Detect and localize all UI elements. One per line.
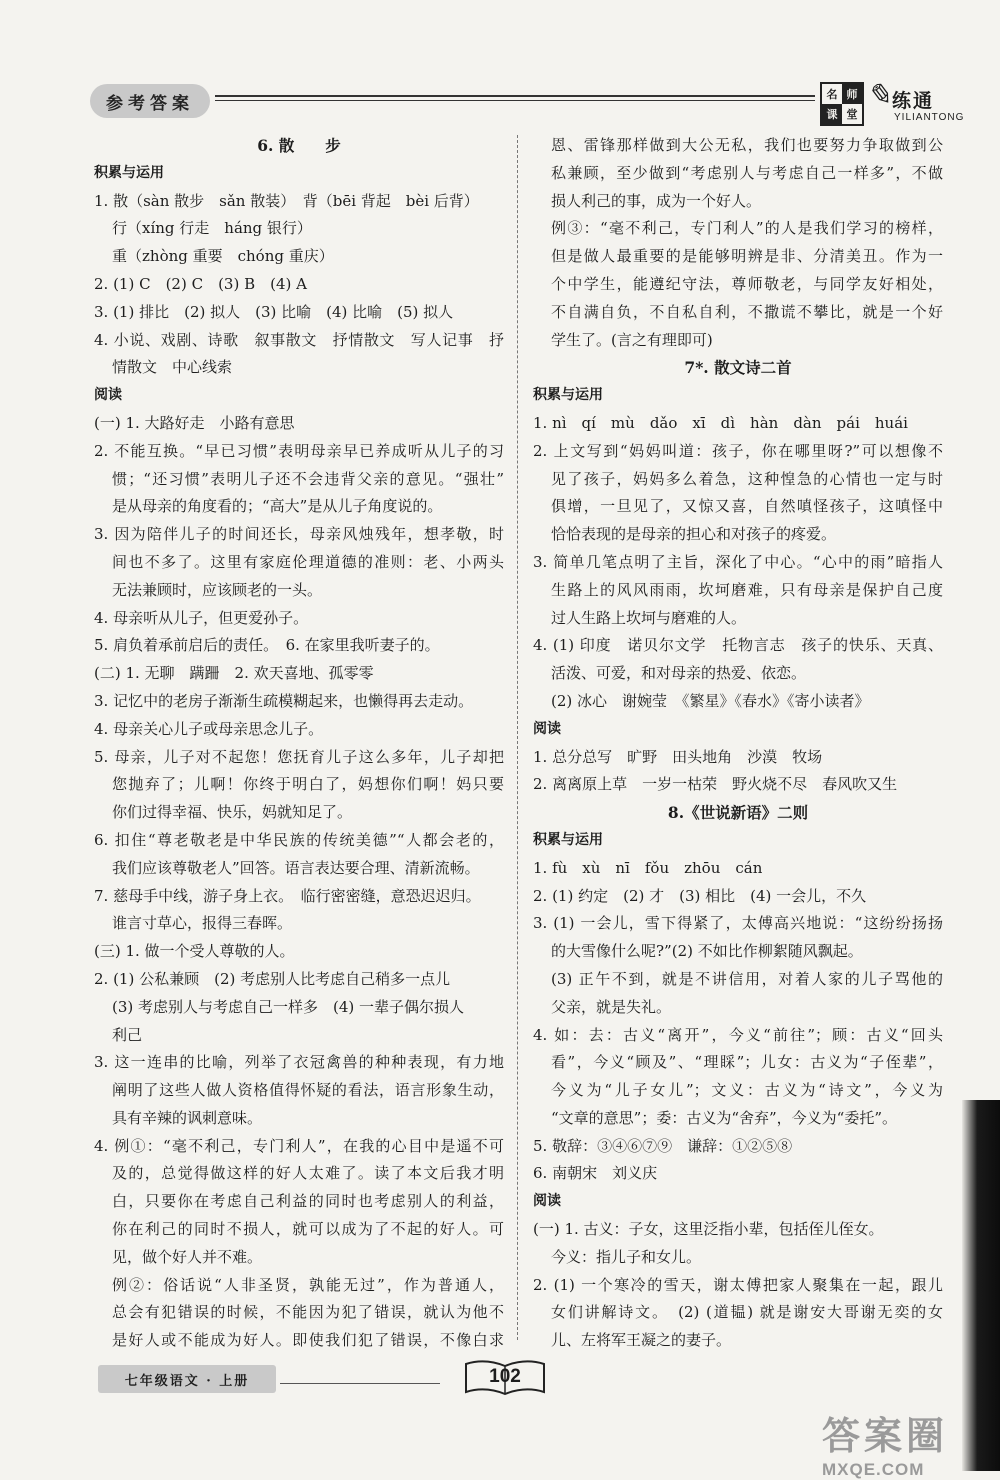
answer-line: (一) 1. 大路好走 小路有意思	[94, 413, 295, 432]
answer-line: 我们应该尊敬老人”回答。语言表达要合理、清新流畅。	[112, 858, 480, 877]
answer-line: 3. 简单几笔点明了主旨，深化了中心。“心中的雨”暗指人	[533, 552, 943, 571]
answer-line: 1. 散（sàn 散步 sǎn 散装） 背（bēi 背起 bèi 后背）	[94, 191, 479, 210]
watermark	[822, 1405, 948, 1480]
column-divider	[517, 135, 518, 1340]
answer-line: (一) 1. 古义：子女，这里泛指小辈，包括侄儿侄女。	[533, 1220, 884, 1239]
answer-line: 白，只要你在考虑自己利益的同时也考虑别人的利益，	[112, 1192, 504, 1211]
answer-line: 个中学生，能遵纪守法，尊师敬老，与同学友好相处，	[551, 274, 943, 293]
answer-line: 私兼顾，至少做到“考虑别人与考虑自己一样多”，不做	[551, 163, 943, 182]
answer-line: 无法兼顾时，应该顾老的一头。	[112, 580, 323, 599]
watermark-url: MXQE.COM	[822, 1460, 925, 1479]
answer-line: 6. 扣住“尊老敬老是中华民族的传统美德”“人都会老的，	[94, 830, 504, 849]
brand-logo	[820, 78, 965, 128]
answer-line: 4. 母亲听从儿子，但更爱孙子。	[94, 608, 309, 627]
logo-cell: 名	[826, 88, 838, 101]
answer-line: 间也不多了。这里有家庭伦理道德的准则：老、小两头	[112, 552, 504, 571]
answer-line: 2. 上文写到“妈妈叫道：孩子，你在哪里呀?”可以想像不	[533, 441, 943, 460]
answer-line: 2. (1) 约定 (2) 才 (3) 相比 (4) 一会儿，不久	[533, 886, 867, 905]
page-edge-shadow	[962, 1100, 1000, 1471]
answer-line: 3. (1) 排比 (2) 拟人 (3) 比喻 (4) 比喻 (5) 拟人	[94, 302, 454, 321]
logo-box-icon	[820, 82, 864, 126]
answer-line: 4. 母亲关心儿子或母亲思念儿子。	[94, 719, 324, 738]
answer-line: 你们过得幸福、快乐，妈就知足了。	[112, 803, 353, 822]
subsection-heading: 阅读	[533, 720, 561, 737]
answer-line: 2. 离离原上草 一岁一枯荣 野火烧不尽 春风吹又生	[533, 775, 898, 794]
answer-line: 总会有犯错误的时候，不能因为犯了错误，就认为他不	[112, 1303, 504, 1322]
pen-icon: ✎	[866, 78, 892, 113]
answer-line: 谁言寸草心，报得三春晖。	[112, 914, 293, 933]
footer-rule	[280, 1383, 440, 1384]
answer-line: 4. 小说、戏剧、诗歌 叙事散文 抒情散文 写人记事 抒	[94, 330, 504, 349]
answer-line: 2. (1) 公私兼顾 (2) 考虑别人比考虑自己稍多一点儿	[94, 969, 451, 988]
answer-line: “文章的意思”；委：古义为“舍弃”，今义为“委托”。	[551, 1108, 898, 1127]
answer-line: 学生了。(言之有理即可)	[551, 330, 713, 349]
subsection-heading: 阅读	[94, 387, 122, 404]
answer-line: 1. 总分总写 旷野 田头地角 沙漠 牧场	[533, 747, 823, 766]
answer-line: 7. 慈母手中线，游子身上衣。 临行密密缝，意恐迟迟归。	[94, 886, 481, 905]
answer-line: (3) 正午不到，就是不讲信用，对着人家的儿子骂他的	[551, 969, 943, 988]
section-title: 6. 散 步	[257, 136, 341, 155]
logo-title: 练通	[892, 90, 935, 112]
answer-line: 阐明了这些人做人资格值得怀疑的看法，语言形象生动，	[112, 1081, 504, 1100]
answer-column-right	[533, 132, 943, 1355]
answer-line: 活泼、可爱，和对母亲的热爱、依恋。	[551, 664, 807, 683]
answer-line: 4. 例①：“毫不利己，专门利人”，在我的心目中是遥不可	[94, 1136, 504, 1155]
answer-line: 重（zhòng 重要 chóng 重庆）	[112, 247, 334, 266]
answer-line: 的大雪像什么呢?”(2) 不如比作柳絮随风飘起。	[551, 942, 863, 961]
answer-line: 见，做个好人并不难。	[112, 1247, 263, 1266]
answer-line: 4. (1) 印度 诺贝尔文学 托物言志 孩子的快乐、天真、	[533, 636, 943, 655]
logo-cell: 师	[842, 84, 862, 104]
answer-line: 例③：“毫不利己，专门利人”的人是我们学习的榜样，	[551, 219, 943, 238]
answer-line: 3. 因为陪伴儿子的时间还长，母亲风烛残年，想孝敬，时	[94, 525, 504, 544]
answer-line: 你在利己的同时不损人，就可以成为了不起的好人。可	[112, 1220, 504, 1239]
answer-line: 情散文 中心线索	[112, 358, 233, 377]
answer-line: 例②：俗话说“人非圣贤，孰能无过”，作为普通人，	[112, 1275, 504, 1294]
page-header	[80, 78, 965, 128]
answer-line: 女们讲解诗文。 (2) (道韫) 就是谢安大哥谢无奕的女	[551, 1303, 943, 1322]
answer-line: 生路上的风风雨雨，坎坷磨难，只有母亲是保护自己度	[551, 580, 943, 599]
answer-line: 5. 敬辞：③④⑥⑦⑨ 谦辞：①②⑤⑧	[533, 1136, 793, 1155]
subsection-heading: 积累与运用	[94, 164, 164, 181]
answer-line: 恰恰表现的是母亲的担心和对孩子的疼爱。	[551, 525, 837, 544]
answer-line: 利己	[112, 1025, 143, 1044]
answer-column-left	[94, 132, 504, 1355]
answer-line: 2. 不能互换。“早已习惯”表明母亲早已养成听从儿子的习	[94, 441, 504, 460]
logo-cell: 课	[822, 104, 842, 124]
answer-line: 行（xíng 行走 háng 银行）	[112, 219, 312, 238]
watermark-main: 答案圈	[822, 1416, 949, 1458]
answer-line: 惯；“还习惯”表明儿子还不会违背父亲的意见。“强壮”	[112, 469, 504, 488]
answer-line: (3) 考虑别人与考虑自己一样多 (4) 一辈子偶尔损人	[112, 997, 465, 1016]
page-number: 102	[489, 1366, 521, 1387]
answer-line: 俱增，一旦见了，又惊又喜，自然嗔怪孩子，这嗔怪中	[551, 497, 943, 516]
answer-line: 是从母亲的角度看的；“高大”是从儿子角度说的。	[112, 497, 443, 516]
answer-line: 5. 母亲，儿子对不起您！您抚育儿子这么多年，儿子却把	[94, 747, 504, 766]
answer-line: 3. 记忆中的老房子渐渐生疏模糊起来，也懒得再去走动。	[94, 691, 474, 710]
answer-line: (2) 冰心 谢婉莹 《繁星》《春水》《寄小读者》	[551, 691, 870, 710]
subsection-heading: 积累与运用	[533, 387, 603, 404]
answer-line: 恩、雷锋那样做到大公无私，我们也要努力争取做到公	[551, 136, 943, 154]
logo-subtitle: YILIANTONG	[894, 112, 965, 123]
answer-line: 4. 如：去：古义“离开”，今义“前往”；顾：古义“回头	[533, 1025, 943, 1044]
footer-badge: 七年级语文 · 上册	[98, 1365, 276, 1393]
answer-line: 今义：指儿子和女儿。	[551, 1247, 702, 1266]
answer-line: 2. (1) 一个寒冷的雪天，谢太傅把家人聚集在一起，跟儿	[533, 1275, 943, 1294]
answer-line: 不自满自负，不自私自利，不撒谎不攀比，就是一个好	[551, 302, 943, 321]
answer-line: 过人生路上坎坷与磨难的人。	[551, 608, 747, 627]
answer-line: 3. 这一连串的比喻，列举了衣冠禽兽的种种表现，有力地	[94, 1053, 504, 1072]
answer-line: 看”，今义“顾及”、“理睬”；儿女：古义为“子侄辈”，	[551, 1053, 943, 1072]
answer-line: 但是做人最重要的是能够明辨是非、分清美丑。作为一	[551, 247, 943, 266]
page-number-badge	[460, 1356, 550, 1398]
answer-line: 是好人或不能成为好人。即使我们犯了错误，不像白求	[112, 1331, 504, 1350]
logo-cell: 堂	[846, 108, 858, 121]
subsection-heading: 积累与运用	[533, 831, 603, 848]
answer-line: 1. nì qí mù dǎo xī dì hàn dàn pái huái	[533, 413, 908, 432]
answer-line: 5. 肩负着承前启后的责任。 6. 在家里我听妻子的。	[94, 636, 440, 655]
answer-line: 今义为“儿子女儿”；文义：古义为“诗文”，今义为	[551, 1081, 943, 1100]
answer-line: 1. fù xù nī fǒu zhōu cán	[533, 858, 763, 877]
answer-line: 6. 南朝宋 刘义庆	[533, 1164, 658, 1183]
answer-line: (二) 1. 无聊 蹒跚 2. 欢天喜地、孤零零	[94, 664, 374, 683]
answer-line: 3. (1) 一会儿，雪下得紧了，太傅高兴地说：“这纷纷扬扬	[533, 914, 943, 933]
header-rule-thin	[215, 100, 815, 101]
answer-line: (三) 1. 做一个受人尊敬的人。	[94, 942, 295, 961]
answer-line: 见了孩子，妈妈多么着急，这种惶急的心情也一定与时	[551, 469, 943, 488]
answer-line: 损人利己的事，成为一个好人。	[551, 191, 762, 210]
answer-line: 您抛弃了；儿啊！你终于明白了，妈想你们啊！妈只要	[112, 775, 504, 794]
answer-line: 2. (1) C (2) C (3) B (4) A	[94, 274, 307, 293]
answer-line: 具有辛辣的讽刺意味。	[112, 1108, 263, 1127]
answer-line: 儿、左将军王凝之的妻子。	[551, 1331, 732, 1350]
header-rule	[215, 95, 815, 97]
subsection-heading: 阅读	[533, 1193, 561, 1210]
header-badge: 参考答案	[90, 84, 210, 118]
answer-line: 父亲，就是失礼。	[551, 997, 672, 1016]
section-title: 8.《世说新语》二则	[667, 803, 809, 823]
answer-line: 及的，总觉得做这样的好人太难了。读了本文后我才明	[112, 1164, 504, 1183]
section-title: 7*. 散文诗二首	[684, 358, 792, 378]
